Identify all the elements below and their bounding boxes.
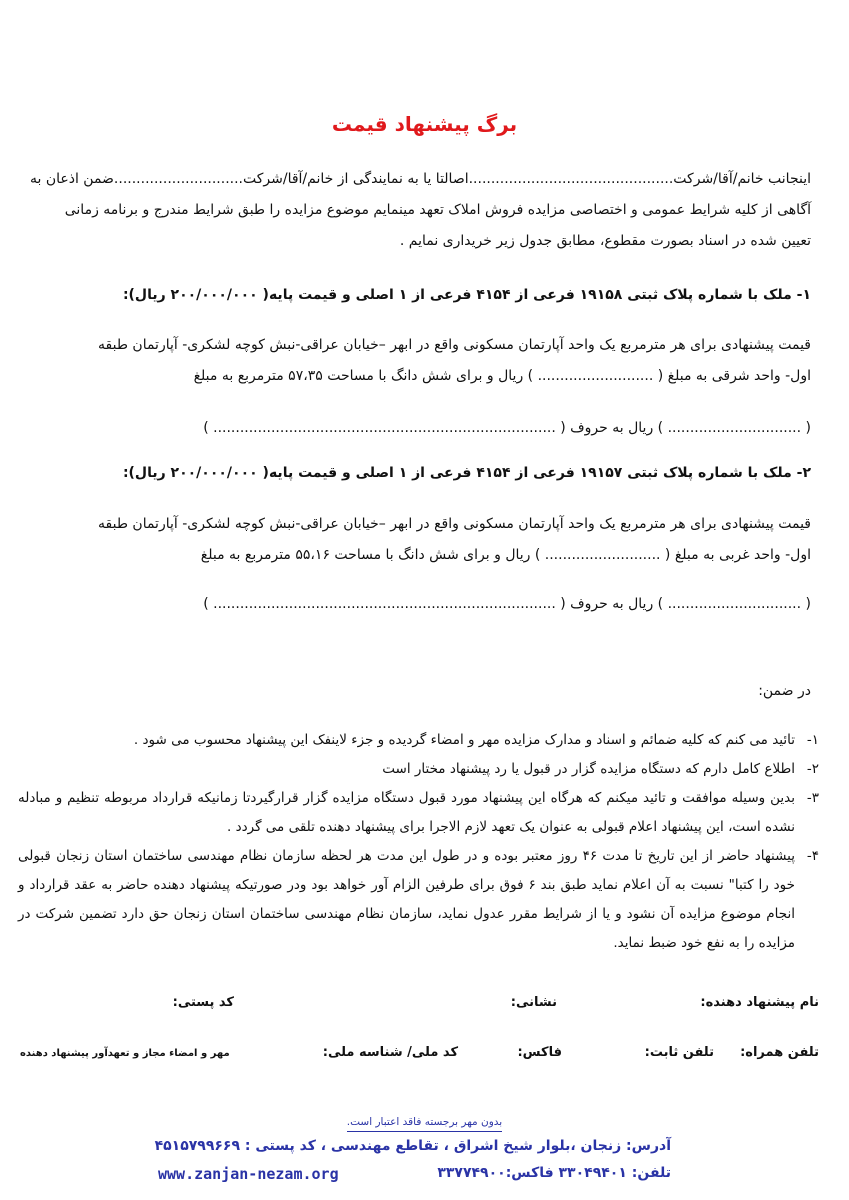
item-1-line-1: قیمت پیشنهادی برای هر مترمربع یک واحد آپارتمان مسکونی واقع در ابهر –خیابان عراقی-نبش کوچه لشکری- آپارتمان طبقه bbox=[98, 337, 811, 353]
note-item bbox=[18, 842, 819, 958]
note-item bbox=[18, 784, 819, 842]
note-number: ۲- bbox=[806, 761, 819, 777]
item-1-amount-row bbox=[38, 413, 811, 444]
item-1-heading: ۱- ملک با شماره پلاک ثبتی ۱۹۱۵۸ فرعی از ۴۱۵۴ فرعی از ۱ اصلی و قیمت پایه( ۲۰۰/۰۰۰/۰۰۰ ریال): bbox=[122, 287, 811, 303]
item-2-line-1: قیمت پیشنهادی برای هر مترمربع یک واحد آپارتمان مسکونی واقع در ابهر –خیابان عراقی-نبش کوچه لشکری- آپارتمان طبقه bbox=[98, 516, 811, 532]
note-number: ۱- bbox=[806, 732, 819, 748]
bidder-name-label: نام پیشنهاد دهنده: bbox=[700, 995, 819, 1010]
footer-warning bbox=[0, 1116, 849, 1132]
footer-warning-text: بدون مهر برجسته فاقد اعتبار است. bbox=[347, 1116, 502, 1132]
fax-label: فاکس: bbox=[517, 1045, 562, 1060]
note-text: اطلاع کامل دارم که دستگاه مزایده گزار در قبول یا رد پیشنهاد مختار است bbox=[382, 761, 795, 777]
mobile-label: تلفن همراه: bbox=[740, 1045, 819, 1060]
notes-list bbox=[18, 726, 819, 958]
national-id-label: کد ملی/ شناسه ملی: bbox=[322, 1045, 458, 1060]
item-2-paragraph bbox=[38, 509, 811, 571]
address-label: نشانی: bbox=[510, 995, 557, 1010]
item-2-line-2: اول- واحد غربی به مبلغ ( .......................... ) ریال و برای شش دانگ با مساحت ۵۵،۱۶ مترمربع به مبلغ bbox=[200, 547, 811, 563]
postal-code-label: کد پستی: bbox=[172, 995, 234, 1010]
item-2-heading: ۲- ملک با شماره پلاک ثبتی ۱۹۱۵۷ فرعی از ۴۱۵۴ فرعی از ۱ اصلی و قیمت پایه( ۲۰۰/۰۰۰/۰۰۰ ریال): bbox=[122, 465, 811, 481]
item-2-line-3: ( .............................. ) ریال به حروف ( ............................................................................. ) bbox=[203, 596, 811, 612]
intro-line-1: اینجانب خانم/آقا/شرکت..............................................اصالتا یا به نمایندگی از خانم/آقا/شرکت.............................ضمن اذعان به bbox=[29, 171, 811, 187]
note-text: پیشنهاد حاضر از این تاریخ تا مدت ۴۶ روز معتبر بوده و در طول این مدت هر لحظه سازمان نظام مهندسی ساختمان استان زنجان قبولی خود را کتبا" نسبت به آن اعلام نماید طبق بند ۶ فوق برای طرفین الزام آور خواهد بود ودر صورتیکه پیشنهاد دهنده حاضر به عقد قرارداد و انجام موضوع مزایده آن نشود و یا از شرایط مقرر عدول نماید، سازمان نظام مهندسی ساختمان استان زنجان حق دارد تضمین شرکت در مزایده را به نفع خود ضبط نماید. bbox=[18, 848, 795, 951]
item-2-amount-row bbox=[38, 589, 811, 620]
form-title: برگ پیشنهاد قیمت bbox=[331, 112, 518, 136]
footer-address: آدرس: زنجان ،بلوار شیخ اشراق ، تقاطع مهندسی ، کد پستی : ۴۵۱۵۷۹۹۶۶۹ bbox=[154, 1138, 671, 1154]
note-item bbox=[18, 726, 819, 755]
note-number: ۳- bbox=[806, 790, 819, 806]
note-number: ۴- bbox=[806, 848, 819, 864]
note-text: بدین وسیله موافقت و تائید میکنم که هرگاه این پیشنهاد مورد قبول دستگاه مزایده گزار قرارگیردتا زمانیکه قرارداد مربوطه تنظیم و مبادله نشده است، این پیشنهاد اعلام قبولی به عنوان یک تعهد لازم الاجرا برای پیشنهاد دهنده تلقی می گردد . bbox=[18, 790, 795, 835]
landline-label: تلفن ثابت: bbox=[644, 1045, 714, 1060]
signature-label: مهر و امضاء مجاز و تعهدآور پیشنهاد دهنده bbox=[20, 1048, 230, 1059]
intro-paragraph bbox=[29, 164, 811, 257]
note-item bbox=[18, 755, 819, 784]
item-1-paragraph bbox=[38, 330, 811, 392]
note-text: تائید می کنم که کلیه ضمائم و اسناد و مدارک مزایده مهر و امضاء گردیده و جزء لاینفک این پیشنهاد محسوب می شود . bbox=[133, 732, 795, 748]
intro-line-3: تعیین شده در اسناد بصورت مقطوع، مطابق جدول زیر خریداری نمایم . bbox=[399, 233, 811, 249]
footer-phones: تلفن: ۳۳۰۴۹۴۰۱ فاکس:۳۳۷۷۴۹۰۰ bbox=[437, 1165, 671, 1181]
item-1-line-3: ( .............................. ) ریال به حروف ( ............................................................................. ) bbox=[203, 420, 811, 436]
footer-website-link[interactable]: www.zanjan-nezam.org bbox=[158, 1165, 339, 1183]
notes-intro: در ضمن: bbox=[758, 683, 811, 699]
item-1-line-2: اول- واحد شرقی به مبلغ ( .......................... ) ریال و برای شش دانگ با مساحت ۵۷،۳۵ مترمربع به مبلغ bbox=[193, 368, 811, 384]
intro-line-2: آگاهی از کلیه شرایط عمومی و اختصاصی مزایده فروش املاک تعهد مینمایم موضوع مزایده را طبق شرایط مندرج و برنامه زمانی bbox=[64, 202, 811, 218]
